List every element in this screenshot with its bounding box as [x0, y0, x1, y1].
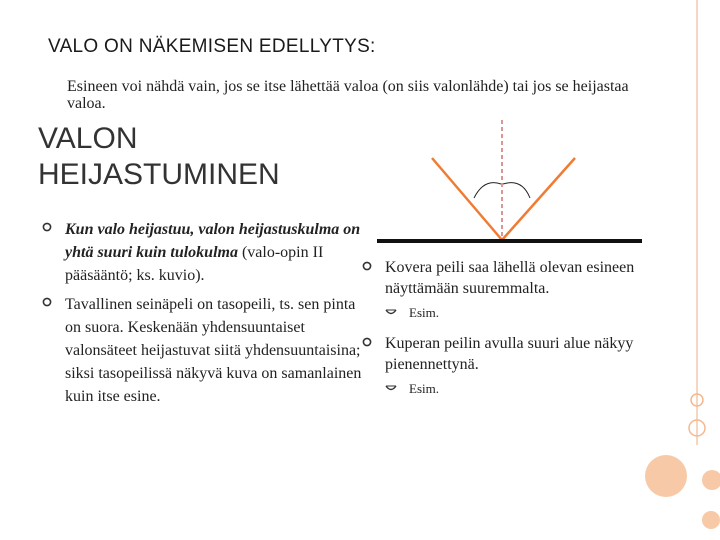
bullet-1-rest: (valo-opin II pääsääntö; ks. kuvio). [65, 244, 324, 284]
bullet-ring-icon [362, 337, 372, 347]
heading-line-2: HEIJASTUMINEN [38, 158, 280, 191]
reflected-ray [502, 158, 575, 240]
right-bullet-2-text: Kuperan peilin avulla suuri alue näkyy pienennettynä. [385, 335, 634, 373]
bullet-1-emphasis: Kun valo heijastuu, valon heijastuskulma on yhtä suuri kuin tulokulma [65, 221, 361, 261]
bullet-ring-icon [362, 261, 372, 271]
reflection-diagram [370, 118, 650, 248]
intro-text: Esineen voi nähdä vain, jos se itse lähettää valoa (on siis valonlähde) tai jos se heijastaa valoa. [67, 78, 629, 112]
right-sub-bullet-2-text: Esim. [409, 381, 439, 396]
incident-ray [432, 158, 502, 240]
right-bullet-1-text: Kovera peili saa lähellä olevan esineen näyttämään suuremmalta. [385, 259, 635, 297]
left-bullet-list [42, 218, 362, 414]
dish-icon [385, 383, 397, 393]
angle-arc-reflection [503, 183, 530, 198]
bullet-2-text: Tavallinen seinäpeli on tasopeili, ts. sen pinta on suora. Keskenään yhdensuuntaiset valonsäteet heijastuvat siitä yhdensuuntaisina; siksi tasopeilissä näkyvä kuva on samanlainen kuin itse esine. [65, 296, 362, 405]
right-bullet-list [362, 257, 682, 409]
deco-circle-bottom [702, 511, 720, 529]
right-bullet-2 [362, 333, 682, 375]
left-bullet-2 [42, 293, 362, 408]
right-bullet-1 [362, 257, 682, 299]
right-sub-bullet-1 [362, 305, 682, 321]
heading-line-1: VALON [38, 122, 138, 155]
bullet-ring-icon [42, 297, 52, 307]
dish-icon [385, 307, 397, 317]
deco-circle-right [702, 470, 720, 490]
angle-arc-incidence [474, 183, 501, 198]
deco-circle-large [645, 455, 687, 497]
bullet-ring-icon [42, 222, 52, 232]
right-sub-bullet-1-text: Esim. [409, 305, 439, 320]
page-title: VALO ON NÄKEMISEN EDELLYTYS: [48, 36, 376, 57]
left-bullet-1 [42, 218, 362, 287]
right-sub-bullet-2 [362, 381, 682, 397]
section-heading [38, 121, 280, 193]
